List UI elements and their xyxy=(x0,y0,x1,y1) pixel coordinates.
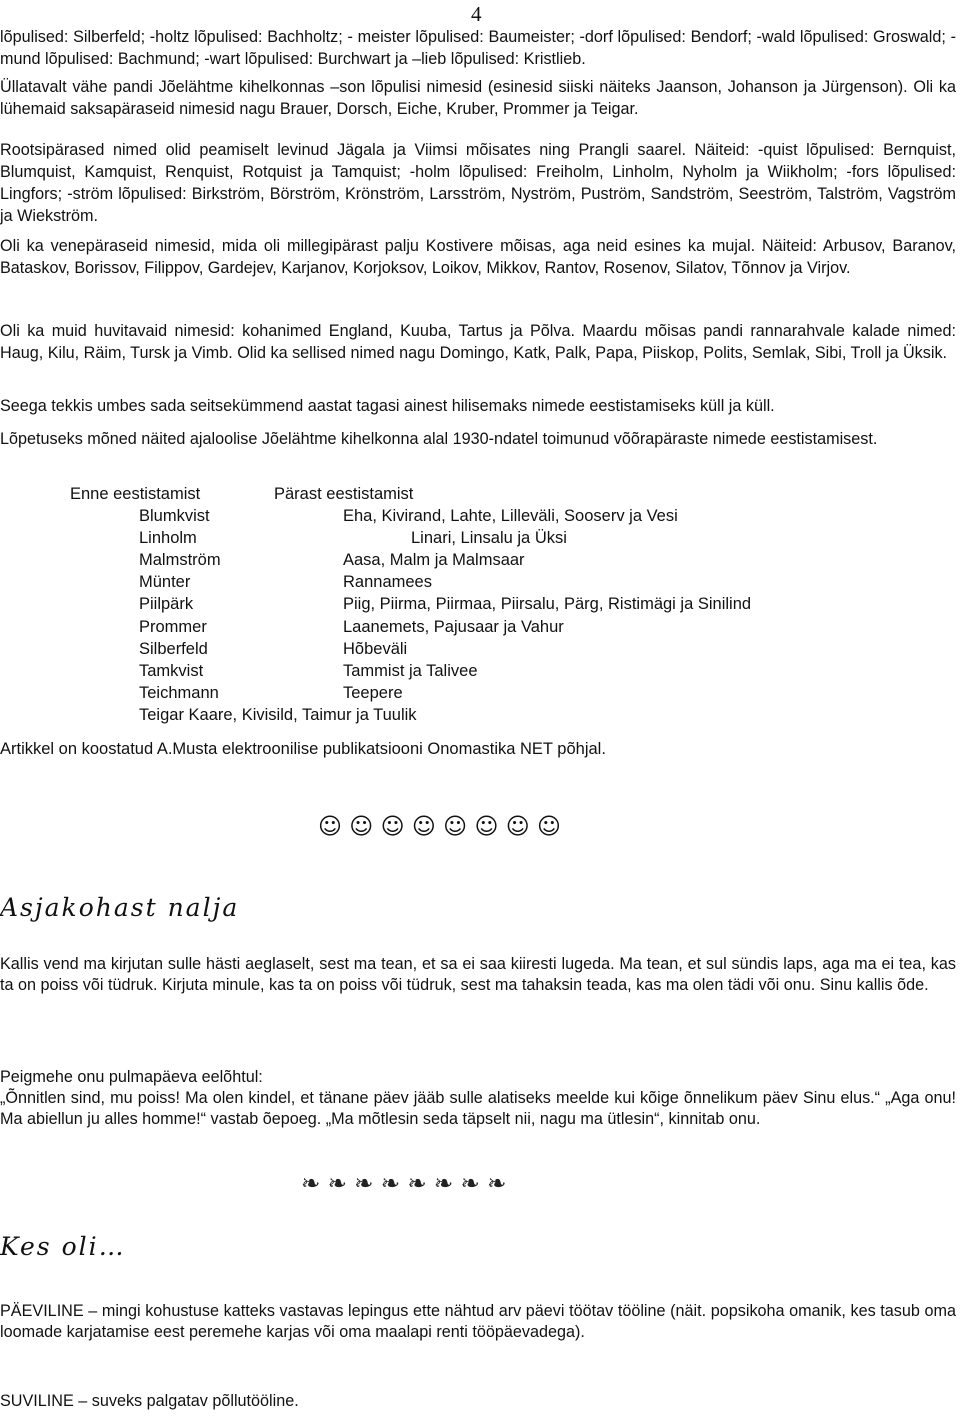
paragraph-conclusion: Seega tekkis umbes sada seitsekümmend aastat tagasi ainest hilisemaks nimede eestistamiseks küll ja küll. xyxy=(0,397,775,415)
table-row xyxy=(70,527,830,549)
name-before: Tamkvist xyxy=(139,661,204,680)
paragraph-russian-names: Oli ka venepäraseid nimesid, mida oli millegipärast palju Kostivere mõisas, aga neid esines ka mujal. Näiteid: Arbusov, Baranov, Bataskov, Borissov, Filippov, Gardejev, Karjanov, Korjoksov, Loikov, Mikkov, Rantov, Rosenov, Silatov, Tõnnov ja Virjov. xyxy=(0,237,956,277)
joke-wedding-body: „Õnnitlen sind, mu poiss! Ma olen kindel, et tänane päev jääb sulle alatiseks meelde kui kõige õnnelikum päev Sinu elus.“ „Aga onu! Ma abiellun ju alles homme!“ vastab õepoeg. „Ma mõtlesin seda täpselt nii, nagu ma ütlesin“, kinnitab onu. xyxy=(0,1089,956,1128)
definition-suviline: SUVILINE – suveks palgatav põllutööline. xyxy=(0,1392,299,1410)
table-row xyxy=(70,593,830,615)
heading-who-was: Kes oli… xyxy=(0,1232,126,1261)
table-row xyxy=(70,682,830,704)
name-before: Blumkvist xyxy=(139,507,210,526)
table-row xyxy=(70,638,830,660)
names-table xyxy=(70,483,830,726)
paragraph-son-endings: Üllatavalt vähe pandi Jõelähtme kihelkonnas –son lõpulisi nimesid (esinesid siiski näiteks Jaanson, Johanson ja Jürgenson). Oli ka lühemaid saksapäraseid nimesid nagu Brauer, Dorsch, Eiche, Kruber, Prommer ja Teigar. xyxy=(0,78,956,118)
name-before: Silberfeld xyxy=(139,639,208,658)
name-before: Piilpärk xyxy=(139,595,194,614)
header-after: Pärast eestistamist xyxy=(274,485,414,503)
name-after: Tammist ja Talivee xyxy=(343,661,478,680)
name-before: Prommer xyxy=(139,617,207,636)
table-row xyxy=(70,616,830,638)
flourish-divider: ❧ ❧ ❧ ❧ ❧ ❧ ❧ ❧ xyxy=(301,1171,507,1197)
name-after: Teepere xyxy=(343,683,403,702)
source-note: Artikkel on koostatud A.Musta elektroonilise publikatsiooni Onomastika NET põhjal. xyxy=(0,740,606,758)
header-before: Enne eestistamist xyxy=(70,485,201,503)
smiley-divider: ☺ ☺ ☺ ☺ ☺ ☺ ☺ ☺ xyxy=(318,814,561,840)
name-after: Rannamees xyxy=(343,573,432,592)
joke-wedding-title: Peigmehe onu pulmapäeva eelõhtul: xyxy=(0,1068,263,1086)
name-after: Piig, Piirma, Piirmaa, Piirsalu, Pärg, Ristimägi ja Sinilind xyxy=(343,595,752,614)
name-after: Aasa, Malm ja Malmsaar xyxy=(343,551,525,570)
table-row xyxy=(70,505,830,527)
name-before: Linholm xyxy=(139,529,197,548)
name-pair-teigar: Teigar Kaare, Kivisild, Taimur ja Tuulik xyxy=(139,705,417,724)
name-after: Laanemets, Pajusaar ja Vahur xyxy=(343,617,564,636)
name-before: Münter xyxy=(139,573,191,592)
page-number: 4 xyxy=(471,2,482,26)
name-after: Linari, Linsalu ja Üksi xyxy=(411,529,567,548)
paragraph-examples-intro: Lõpetuseks mõned näited ajaloolise Jõelähtme kihelkonna alal 1930-ndatel toimunud võõrapäraste nimede eestistamisest. xyxy=(0,430,878,448)
table-row-last xyxy=(70,704,830,726)
joke-letter: Kallis vend ma kirjutan sulle hästi aeglaselt, sest ma tean, et sa ei saa kiiresti lugeda. Ma tean, et sul sündis laps, aga ma ei tea, kas ta on poiss või tüdruk. Kirjuta minule, kas ta on poiss või tüdruk, sest ma tahaksin teada, kas ma olen tädi või onu. Sinu kallis õde. xyxy=(0,955,956,994)
name-before: Teichmann xyxy=(139,683,219,702)
definition-paeviline: PÄEVILINE – mingi kohustuse katteks vastavas lepingus ette nähtud arv päevi töötav tööline (näit. popsikoha omanik, kes tasub oma loomade karjatamise eest peremehe karjas või oma maalapi renti tööpäevadega). xyxy=(0,1302,956,1341)
heading-jokes: Asjakohast nalja xyxy=(0,893,240,922)
paragraph-surname-endings: lõpulised: Silberfeld; -holtz lõpulised: Bachholtz; - meister lõpulised: Baumeister; -dorf lõpulised: Bendorf; -wald lõpulised: Groswald; -mund lõpulised: Bachmund; -wart lõpulised: Burchwart ja –lieb lõpulised: Kristlieb. xyxy=(0,28,956,68)
table-row xyxy=(70,549,830,571)
name-after: Eha, Kivirand, Lahte, Lilleväli, Sooserv ja Vesi xyxy=(343,507,678,526)
paragraph-other-names: Oli ka muid huvitavaid nimesid: kohanimed England, Kuuba, Tartus ja Põlva. Maardu mõisas pandi rannarahvale kalade nimed: Haug, Kilu, Räim, Tursk ja Vimb. Olid ka sellised nimed nagu Domingo, Katk, Palk, Papa, Piiskop, Polits, Semlak, Sibi, Troll ja Üksik. xyxy=(0,322,956,362)
name-before: Malmström xyxy=(139,551,221,570)
table-row xyxy=(70,660,830,682)
paragraph-swedish-names: Rootsipärased nimed olid peamiselt levinud Jägala ja Viimsi mõisates ning Prangli saarel. Näiteid: -quist lõpulised: Bernquist, Blumquist, Kamquist, Renquist, Rotquist ja Tamquist; -holm lõpulised: Freiholm, Linholm, Nyholm ja Wiikholm; -fors lõpulised: Lingfors; -ström lõpulised: Birkström, Börström, Krönström, Larsström, Nyström, Puström, Sandström, Seeström, Talström, Vagström ja Wiekström. xyxy=(0,141,956,225)
table-row xyxy=(70,571,830,593)
table-header-row xyxy=(70,483,830,505)
name-after: Hõbeväli xyxy=(343,639,408,658)
